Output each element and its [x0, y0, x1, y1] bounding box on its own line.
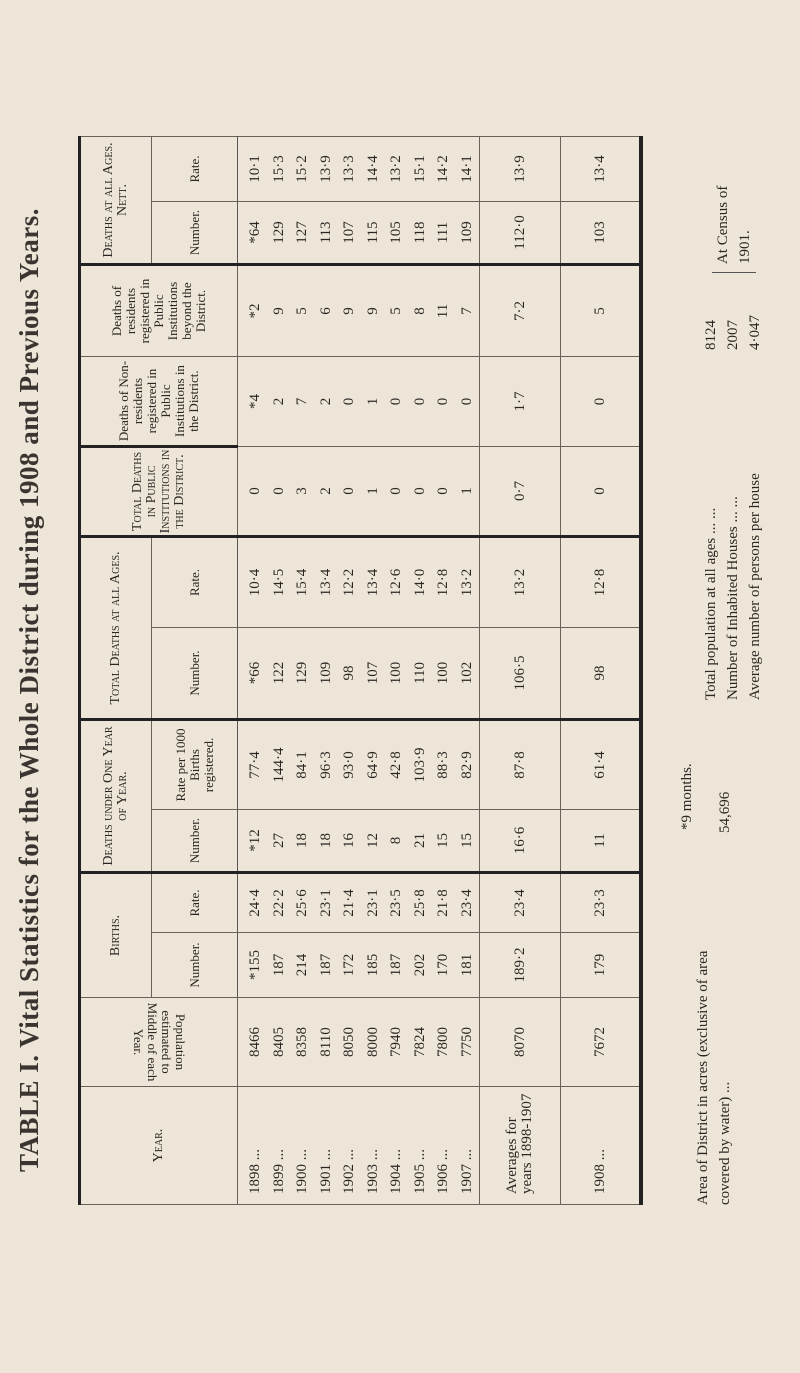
public-institution-deaths-cell: 0: [238, 447, 268, 537]
resident-deaths-beyond-cell: 7·2: [480, 265, 561, 357]
under-one-number-cell: 12: [362, 810, 386, 873]
total-deaths-number-cell: 122: [268, 628, 292, 720]
births-number-cell: *155: [238, 933, 268, 998]
under-one-rate-cell: 103·9: [409, 720, 433, 810]
nett-deaths-number-cell: 118: [409, 202, 433, 265]
public-institution-deaths-cell: 3: [291, 447, 315, 537]
resident-deaths-beyond-cell: 5: [291, 265, 315, 357]
nett-deaths-rate-cell: 14·1: [456, 137, 480, 202]
births-rate-cell: 22·2: [268, 873, 292, 933]
nett-deaths-rate-cell: 15·3: [268, 137, 292, 202]
total-deaths-rate-cell: 12·2: [338, 537, 362, 628]
public-institution-deaths-cell: 0: [268, 447, 292, 537]
under-one-rate-cell: 61·4: [561, 720, 642, 810]
births-number-cell: 214: [291, 933, 315, 998]
census-label: Total population at all ages ... ...: [703, 507, 719, 700]
header-public-institutions: Total Deaths in Public Institutions in the District.: [80, 447, 238, 537]
header-residents-beyond: Deaths of residents registered in Public Institutions beyond the District.: [80, 265, 238, 357]
table-row: [456, 137, 480, 1205]
nett-deaths-number-cell: 107: [338, 202, 362, 265]
non-resident-deaths-cell: 0: [561, 357, 642, 447]
under-one-number-cell: 27: [268, 810, 292, 873]
population-cell: 8070: [480, 998, 561, 1087]
census-value: 4·047: [747, 315, 763, 350]
resident-deaths-beyond-cell: 9: [362, 265, 386, 357]
nett-deaths-number-cell: *64: [238, 202, 268, 265]
total-deaths-rate-cell: 12·8: [561, 537, 642, 628]
census-row: [744, 280, 766, 700]
total-deaths-number-cell: 106·5: [480, 628, 561, 720]
year-cell: 1904 ...: [385, 1087, 409, 1205]
total-deaths-rate-cell: 12·6: [385, 537, 409, 628]
area-label: Area of District in acres (exclusive of area covered by water) ...: [695, 950, 733, 1205]
total-deaths-rate-cell: 14·0: [409, 537, 433, 628]
public-institution-deaths-cell: 0: [385, 447, 409, 537]
births-rate-cell: 21·4: [338, 873, 362, 933]
header-population: [80, 998, 238, 1087]
header-nett-deaths: Deaths at all Ages. Nett.: [80, 137, 152, 265]
public-institution-deaths-cell: 0: [561, 447, 642, 537]
under-one-rate-cell: 64·9: [362, 720, 386, 810]
non-resident-deaths-cell: 2: [268, 357, 292, 447]
header-total-deaths: Total Deaths at all Ages.: [80, 537, 152, 720]
table-row: [268, 137, 292, 1205]
year-cell: Averages for years 1898-1907: [480, 1087, 561, 1205]
population-cell: 8000: [362, 998, 386, 1087]
under-one-number-cell: *12: [238, 810, 268, 873]
resident-deaths-beyond-cell: 7: [456, 265, 480, 357]
year-cell: 1902 ...: [338, 1087, 362, 1205]
table-row: [315, 137, 339, 1205]
census-label: Number of Inhabited Houses ... ...: [725, 496, 741, 700]
resident-deaths-beyond-cell: 8: [409, 265, 433, 357]
total-deaths-rate-cell: 13·2: [480, 537, 561, 628]
births-rate-cell: 21·8: [432, 873, 456, 933]
under-one-number-cell: 21: [409, 810, 433, 873]
nett-deaths-rate-cell: 13·3: [338, 137, 362, 202]
nett-deaths-rate-cell: 13·2: [385, 137, 409, 202]
under-one-rate-cell: 77·4: [238, 720, 268, 810]
births-rate-cell: 23·5: [385, 873, 409, 933]
births-rate-cell: 23·1: [315, 873, 339, 933]
births-number-cell: 189·2: [480, 933, 561, 998]
year-cell: 1907 ...: [456, 1087, 480, 1205]
births-rate-cell: 25·6: [291, 873, 315, 933]
births-rate-cell: 23·4: [480, 873, 561, 933]
population-cell: 7940: [385, 998, 409, 1087]
nett-deaths-rate-cell: 14·4: [362, 137, 386, 202]
under-one-rate-cell: 84·1: [291, 720, 315, 810]
births-number-cell: 185: [362, 933, 386, 998]
page-title: TABLE I. Vital Statistics for the Whole District during 1908 and Previous Years.: [14, 207, 44, 1173]
population-cell: 8466: [238, 998, 268, 1087]
births-number-cell: 187: [268, 933, 292, 998]
header-deaths-under-one: Deaths under One Year of Year.: [80, 720, 152, 873]
summary-rows: [480, 137, 642, 1205]
births-rate-cell: 24·4: [238, 873, 268, 933]
header-nett-number: Number.: [152, 202, 238, 265]
header-year: Year.: [80, 1087, 238, 1205]
total-deaths-rate-cell: 13·2: [456, 537, 480, 628]
header-non-residents: Deaths of Non-residents registered in Public Institutions in the District.: [80, 357, 238, 447]
resident-deaths-beyond-cell: 6: [315, 265, 339, 357]
total-deaths-number-cell: 110: [409, 628, 433, 720]
census-row: [700, 280, 722, 700]
nett-deaths-number-cell: 113: [315, 202, 339, 265]
header-total-deaths-rate: Rate.: [152, 537, 238, 628]
census-value: 8124: [703, 320, 719, 350]
resident-deaths-beyond-cell: 5: [561, 265, 642, 357]
public-institution-deaths-cell: 0: [432, 447, 456, 537]
nett-deaths-rate-cell: 13·9: [315, 137, 339, 202]
year-cell: 1899 ...: [268, 1087, 292, 1205]
under-one-rate-cell: 93·0: [338, 720, 362, 810]
public-institution-deaths-cell: 0·7: [480, 447, 561, 537]
header-nett-rate: Rate.: [152, 137, 238, 202]
table-row: [432, 137, 456, 1205]
total-deaths-rate-cell: 13·4: [362, 537, 386, 628]
total-deaths-number-cell: 100: [432, 628, 456, 720]
total-deaths-number-cell: 129: [291, 628, 315, 720]
area-value: 54,696: [717, 791, 733, 833]
total-deaths-number-cell: 98: [561, 628, 642, 720]
year-cell: 1905 ...: [409, 1087, 433, 1205]
public-institution-deaths-cell: 0: [409, 447, 433, 537]
nett-deaths-number-cell: 112·0: [480, 202, 561, 265]
non-resident-deaths-cell: 0: [409, 357, 433, 447]
births-rate-cell: 23·1: [362, 873, 386, 933]
header-births-rate: Rate.: [152, 873, 238, 933]
births-number-cell: 179: [561, 933, 642, 998]
population-cell: 8050: [338, 998, 362, 1087]
non-resident-deaths-cell: 2: [315, 357, 339, 447]
nett-deaths-rate-cell: 15·1: [409, 137, 433, 202]
births-rate-cell: 25·8: [409, 873, 433, 933]
public-institution-deaths-cell: 1: [456, 447, 480, 537]
population-cell: 7750: [456, 998, 480, 1087]
nett-deaths-number-cell: 111: [432, 202, 456, 265]
population-cell: 7672: [561, 998, 642, 1087]
nett-deaths-rate-cell: 15·2: [291, 137, 315, 202]
vital-statistics-table: [78, 136, 643, 1205]
table-row: [338, 137, 362, 1205]
under-one-number-cell: 15: [456, 810, 480, 873]
population-cell: 7824: [409, 998, 433, 1087]
year-cell: 1901 ...: [315, 1087, 339, 1205]
public-institution-deaths-cell: 2: [315, 447, 339, 537]
year-cell: 1903 ...: [362, 1087, 386, 1205]
table-row: [362, 137, 386, 1205]
resident-deaths-beyond-cell: 11: [432, 265, 456, 357]
nett-deaths-number-cell: 105: [385, 202, 409, 265]
under-one-number-cell: 11: [561, 810, 642, 873]
under-one-number-cell: 16·6: [480, 810, 561, 873]
resident-deaths-beyond-cell: *2: [238, 265, 268, 357]
resident-deaths-beyond-cell: 5: [385, 265, 409, 357]
population-cell: 8405: [268, 998, 292, 1087]
nett-deaths-rate-cell: 13·9: [480, 137, 561, 202]
public-institution-deaths-cell: 0: [338, 447, 362, 537]
nett-deaths-number-cell: 115: [362, 202, 386, 265]
under-one-number-cell: 18: [315, 810, 339, 873]
under-one-number-cell: 8: [385, 810, 409, 873]
table-row: [238, 137, 268, 1205]
total-deaths-rate-cell: 15·4: [291, 537, 315, 628]
births-rate-cell: 23·3: [561, 873, 642, 933]
header-births-number: Number.: [152, 933, 238, 998]
births-number-cell: 187: [315, 933, 339, 998]
year-cell: 1898 ...: [238, 1087, 268, 1205]
resident-deaths-beyond-cell: 9: [268, 265, 292, 357]
census-note: At Census of 1901.: [712, 174, 756, 273]
births-number-cell: 172: [338, 933, 362, 998]
under-one-number-cell: 16: [338, 810, 362, 873]
total-deaths-rate-cell: 13·4: [315, 537, 339, 628]
population-cell: 7800: [432, 998, 456, 1087]
header-total-deaths-number: Number.: [152, 628, 238, 720]
under-one-rate-cell: 144·4: [268, 720, 292, 810]
census-row: [722, 280, 744, 700]
non-resident-deaths-cell: *4: [238, 357, 268, 447]
census-label: Average number of persons per house: [747, 473, 763, 700]
births-number-cell: 170: [432, 933, 456, 998]
births-rate-cell: 23·4: [456, 873, 480, 933]
averages-row: [480, 137, 561, 1205]
nett-deaths-rate-cell: 14·2: [432, 137, 456, 202]
header-under-one-rate: Rate per 1000 Births registered.: [152, 720, 238, 810]
births-number-cell: 202: [409, 933, 433, 998]
nett-deaths-number-cell: 103: [561, 202, 642, 265]
total-deaths-rate-cell: 12·8: [432, 537, 456, 628]
year-rows: [238, 137, 480, 1205]
under-one-rate-cell: 82·9: [456, 720, 480, 810]
births-number-cell: 187: [385, 933, 409, 998]
total-deaths-rate-cell: 14·5: [268, 537, 292, 628]
header-births: Births.: [80, 873, 152, 998]
total-deaths-number-cell: 98: [338, 628, 362, 720]
non-resident-deaths-cell: 1: [362, 357, 386, 447]
total-deaths-number-cell: 102: [456, 628, 480, 720]
total-deaths-number-cell: 100: [385, 628, 409, 720]
table-row: [385, 137, 409, 1205]
footnote-asterisk: *9 months.: [679, 763, 695, 830]
current-year-row: [561, 137, 642, 1205]
public-institution-deaths-cell: 1: [362, 447, 386, 537]
year-cell: 1906 ...: [432, 1087, 456, 1205]
total-deaths-number-cell: 109: [315, 628, 339, 720]
header-population-text: Population estimated to Middle of each Year.: [131, 1002, 188, 1082]
table-row: [409, 137, 433, 1205]
total-deaths-number-cell: *66: [238, 628, 268, 720]
under-one-rate-cell: 96·3: [315, 720, 339, 810]
non-resident-deaths-cell: 0: [338, 357, 362, 447]
nett-deaths-rate-cell: 10·1: [238, 137, 268, 202]
census-block: [700, 280, 766, 700]
non-resident-deaths-cell: 0: [385, 357, 409, 447]
nett-deaths-number-cell: 129: [268, 202, 292, 265]
under-one-rate-cell: 87·8: [480, 720, 561, 810]
header-under-one-number: Number.: [152, 810, 238, 873]
non-resident-deaths-cell: 1·7: [480, 357, 561, 447]
nett-deaths-number-cell: 109: [456, 202, 480, 265]
under-one-number-cell: 15: [432, 810, 456, 873]
under-one-number-cell: 18: [291, 810, 315, 873]
nett-deaths-rate-cell: 13·4: [561, 137, 642, 202]
population-cell: 8110: [315, 998, 339, 1087]
births-number-cell: 181: [456, 933, 480, 998]
under-one-rate-cell: 88·3: [432, 720, 456, 810]
year-cell: 1908 ...: [561, 1087, 642, 1205]
census-value: 2007: [725, 320, 741, 350]
under-one-rate-cell: 42·8: [385, 720, 409, 810]
non-resident-deaths-cell: 0: [432, 357, 456, 447]
resident-deaths-beyond-cell: 9: [338, 265, 362, 357]
population-cell: 8358: [291, 998, 315, 1087]
nett-deaths-number-cell: 127: [291, 202, 315, 265]
non-resident-deaths-cell: 0: [456, 357, 480, 447]
total-deaths-rate-cell: 10·4: [238, 537, 268, 628]
non-resident-deaths-cell: 7: [291, 357, 315, 447]
total-deaths-number-cell: 107: [362, 628, 386, 720]
table-row: [291, 137, 315, 1205]
year-cell: 1900 ...: [291, 1087, 315, 1205]
